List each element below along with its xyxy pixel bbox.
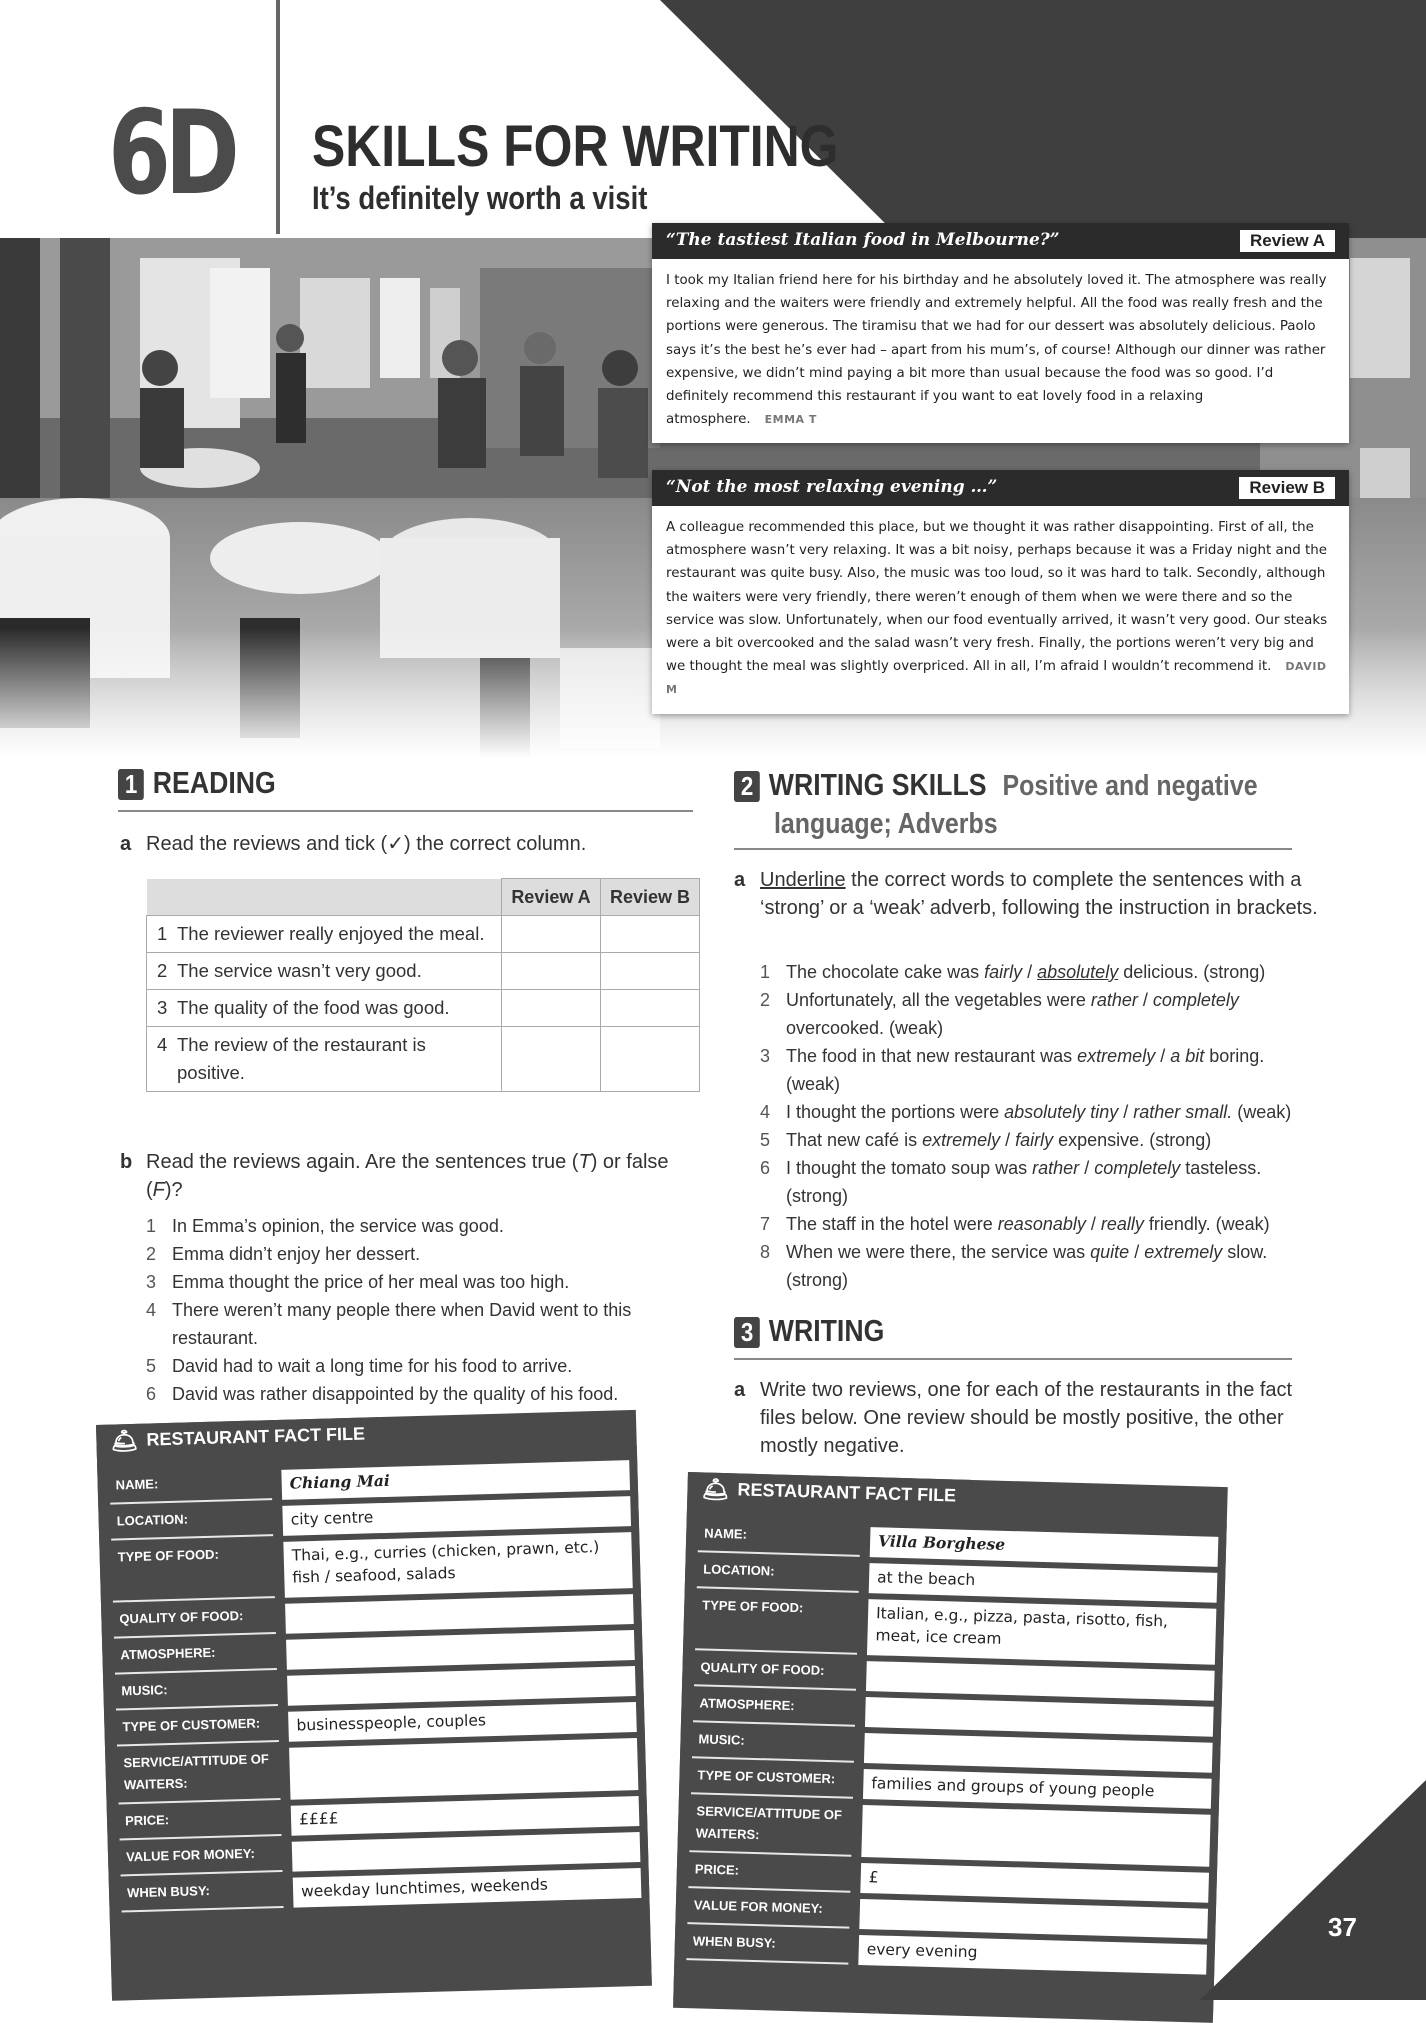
fact-file-chiang-mai (96, 1410, 652, 2000)
option-1[interactable]: fairly (984, 962, 1023, 982)
table-header-row (147, 879, 700, 916)
option-2[interactable]: completely (1152, 990, 1239, 1010)
item-pre: I thought the portions were (786, 1102, 1005, 1122)
table-question-2 (147, 953, 502, 990)
item-pre: The food in that new restaurant was (786, 1046, 1078, 1066)
item-post: slow. (strong) (786, 1242, 1268, 1290)
ff-value[interactable]: £ (860, 1863, 1209, 1903)
reading-a (120, 830, 706, 858)
writing-skills-list (760, 958, 1320, 1294)
review-a-card (652, 223, 1349, 443)
item-post: boring. (weak) (786, 1046, 1265, 1094)
review-b-header (652, 470, 1349, 506)
item-post: delicious. (strong) (1118, 962, 1266, 982)
ff-value[interactable]: city centre (282, 1496, 631, 1536)
item-number: 5 (760, 1130, 771, 1150)
writing-skills-underline-word: Underline (760, 869, 846, 891)
table-blank-header (147, 879, 502, 916)
writing-title: WRITING (768, 1313, 885, 1348)
ff-key: QUALITY OF FOOD: (694, 1656, 857, 1691)
footer-corner-shape (1200, 1780, 1426, 2000)
ff-key: WHEN BUSY: (686, 1930, 849, 1965)
writing-skills-subtitle-line (774, 804, 998, 842)
review-a-header (652, 223, 1349, 259)
item-number: 7 (760, 1214, 771, 1234)
unit-code: 6D (108, 86, 234, 221)
ff-value[interactable]: every evening (858, 1935, 1207, 1975)
writing-skills-a (734, 866, 1330, 922)
page-title: SKILLS FOR WRITING (312, 114, 839, 179)
table-row-text: The service wasn’t very good. (177, 960, 422, 981)
item-number: 6 (146, 1384, 157, 1404)
ff-key: LOCATION: (110, 1506, 273, 1541)
table-question-3 (147, 990, 502, 1027)
writing-skills-a-letter: a (734, 869, 746, 891)
item-pre: The staff in the hotel were (786, 1214, 998, 1234)
reading-b-instr-1: Read the reviews again. Are the sentences true ( (146, 1151, 579, 1173)
ff-key: TYPE OF FOOD: (695, 1594, 859, 1655)
table-question-4 (147, 1027, 502, 1092)
table-question-1 (147, 916, 502, 953)
reading-b-list (146, 1212, 706, 1408)
writing-skills-number: 2 (734, 771, 760, 802)
review-b-body (652, 506, 1349, 714)
writing-heading (734, 1312, 884, 1349)
list-item (146, 1296, 706, 1352)
item-number: 3 (760, 1046, 771, 1066)
writing-a (734, 1376, 1332, 1460)
writing-rule (734, 1358, 1292, 1360)
table-row (147, 953, 700, 990)
item-number: 2 (760, 990, 771, 1010)
reading-rule (118, 810, 693, 812)
reading-title: READING (152, 765, 276, 800)
item-number: 4 (760, 1102, 771, 1122)
item-number: 4 (146, 1300, 157, 1320)
writing-skills-title: WRITING SKILLS (768, 767, 987, 802)
ff-key: SERVICE/ATTITUDE OF WAITERS: (117, 1748, 280, 1805)
option-2[interactable]: extremely (1144, 1242, 1223, 1262)
ff-value[interactable]: at the beach (869, 1563, 1218, 1603)
ff-key: MUSIC: (115, 1676, 278, 1711)
ff-key: TYPE OF CUSTOMER: (116, 1712, 279, 1747)
bell-icon: 🛎 (110, 1427, 139, 1454)
table-col-review-a: Review A (502, 879, 601, 916)
ff-key: PRICE: (688, 1858, 851, 1893)
ff-key: SERVICE/ATTITUDE OF WAITERS: (689, 1800, 852, 1857)
list-item (146, 1268, 706, 1296)
writing-a-letter: a (734, 1379, 746, 1401)
review-a-text: I took my Italian friend here for his birthday and he absolutely loved it. The atmosphere was really relaxing and the waiters were friendly and extremely helpful. All the food was really fresh and the portions were generous. The tiramisu that we had for our dessert was absolutely delicious. Paolo says it’s the best he’s ever had – apart from his mum’s, of course! Although our dinner was rather expensive, we didn’t mind paying a bit more than usual because the food was so good. I’d definitely recommend this restaurant if you want to eat lovely food in a relaxing atmosphere. (666, 273, 1327, 428)
ff-key: VALUE FOR MONEY: (120, 1842, 283, 1877)
table-row-number: 2 (157, 960, 168, 981)
tick-cell-b-1[interactable] (601, 916, 700, 953)
ff-value[interactable]: businesspeople, couples (288, 1702, 637, 1742)
table-row-number: 1 (157, 923, 168, 944)
item-text: Emma thought the price of her meal was too high. (172, 1272, 570, 1292)
option-2[interactable]: rather small. (1133, 1102, 1233, 1122)
option-1[interactable]: extremely (1077, 1046, 1156, 1066)
reading-b-f: F (152, 1179, 165, 1201)
item-post: overcooked. (weak) (786, 1018, 944, 1038)
list-item: 3 The food in that new restaurant was extremely / a bit boring. (weak) (760, 1042, 1320, 1098)
item-number: 1 (760, 962, 771, 982)
tick-cell-a-4[interactable] (502, 1027, 601, 1092)
tick-cell-a-3[interactable] (502, 990, 601, 1027)
tick-cell-a-1[interactable] (502, 916, 601, 953)
ff-key: MUSIC: (692, 1728, 855, 1763)
review-b-label: Review B (1239, 477, 1335, 499)
ff-key: VALUE FOR MONEY: (687, 1894, 850, 1929)
option-2[interactable]: really (1100, 1214, 1144, 1234)
tick-cell-b-3[interactable] (601, 990, 700, 1027)
fact-file-title (96, 1417, 379, 1458)
writing-skills-subtitle-2: language; Adverbs (774, 808, 998, 840)
ff-value[interactable]: Thai, e.g., curries (chicken, prawn, etc.) fish / seafood, salads (283, 1532, 632, 1598)
table-row (147, 990, 700, 1027)
page-number: 37 (1328, 1912, 1357, 1942)
list-item: 8 When we were there, the service was quite / extremely slow. (strong) (760, 1238, 1320, 1294)
review-b-author: DAVID M (666, 660, 1327, 697)
writing-skills-subtitle-1: Positive and negative (1002, 770, 1258, 802)
option-2[interactable]: fairly (1015, 1130, 1054, 1150)
fact-file-title-text: RESTAURANT FACT FILE (146, 1423, 366, 1450)
item-number: 2 (146, 1244, 157, 1264)
review-a-author: EMMA T (764, 413, 817, 427)
ff-value[interactable] (861, 1805, 1210, 1867)
ff-value[interactable]: ££££ (291, 1796, 640, 1836)
option-1[interactable]: rather (1032, 1158, 1080, 1178)
ff-key: QUALITY OF FOOD: (113, 1604, 276, 1639)
list-item: 4 I thought the portions were absolutely tiny / rather small. (weak) (760, 1098, 1320, 1126)
list-item (146, 1212, 706, 1240)
reading-b-letter: b (120, 1151, 133, 1173)
list-item (146, 1352, 706, 1380)
option-1[interactable]: rather (1090, 990, 1138, 1010)
review-a-body (652, 259, 1349, 443)
list-item: 7 The staff in the hotel were reasonably / really friendly. (weak) (760, 1210, 1320, 1238)
review-b-headline: “Not the most relaxing evening …” (666, 477, 998, 497)
ff-value[interactable]: weekday lunchtimes, weekends (293, 1868, 642, 1908)
table-row-number: 3 (157, 997, 168, 1018)
reading-a-instruction: Read the reviews and tick (✓) the correct column. (146, 833, 587, 855)
item-text: In Emma’s opinion, the service was good. (172, 1216, 504, 1236)
item-post: tasteless. (strong) (786, 1158, 1262, 1206)
item-post: (weak) (1232, 1102, 1292, 1122)
review-b-card (652, 470, 1349, 714)
table-row (147, 1027, 700, 1092)
writing-number: 3 (734, 1317, 760, 1348)
tick-cell-b-4[interactable] (601, 1027, 700, 1092)
option-2[interactable]: a bit (1170, 1046, 1205, 1066)
review-a-label: Review A (1240, 230, 1335, 252)
table-row-number: 4 (157, 1034, 168, 1055)
item-number: 5 (146, 1356, 157, 1376)
reading-heading (118, 764, 276, 801)
list-item: 6 I thought the tomato soup was rather / completely tasteless. (strong) (760, 1154, 1320, 1210)
item-pre: Unfortunately, all the vegetables were (786, 990, 1091, 1010)
item-text: Emma didn’t enjoy her dessert. (172, 1244, 421, 1264)
table-row-text: The review of the restaurant is positive. (177, 1034, 426, 1083)
item-post: expensive. (strong) (1053, 1130, 1212, 1150)
page-subtitle: It’s definitely worth a visit (312, 180, 648, 216)
reading-b-instr-2: ) or false ( (146, 1151, 669, 1201)
ff-value[interactable]: families and groups of young people (863, 1769, 1212, 1809)
option-1[interactable]: absolutely tiny (1004, 1102, 1119, 1122)
ff-key: ATMOSPHERE: (114, 1640, 277, 1675)
item-pre: When we were there, the service was (786, 1242, 1091, 1262)
reading-tick-table (146, 878, 700, 1092)
item-pre: I thought the tomato soup was (786, 1158, 1033, 1178)
ff-key: LOCATION: (697, 1558, 860, 1593)
writing-a-instruction: Write two reviews, one for each of the restaurants in the fact files below. One review should be mostly positive, the other mostly negative. (760, 1379, 1293, 1457)
review-a-headline: “The tastiest Italian food in Melbourne?” (666, 230, 1060, 250)
review-b-text: A colleague recommended this place, but we thought it was rather disappointing. First of all, the atmosphere wasn’t very relaxing. It was a bit noisy, perhaps because it was a Friday night and the restaurant was quite busy. Also, the music was too loud, so it was hard to talk. Secondly, although the waiters were very friendly, there weren’t enough of them when we were there and so the service was slow. Unfortunately, when our food eventually arrived, it wasn’t very good. Our steaks were a bit overcooked and the salad wasn’t very fresh. Finally, the portions weren’t very big and we thought the meal was slightly overpriced. All in all, I’m afraid I wouldn’t recommend it. (666, 520, 1328, 675)
list-item (146, 1240, 706, 1268)
option-2[interactable]: completely (1094, 1158, 1181, 1178)
list-item: 5 That new café is extremely / fairly expensive. (strong) (760, 1126, 1320, 1154)
option-1[interactable]: reasonably (997, 1214, 1086, 1234)
ff-value[interactable]: Villa Borghese (870, 1527, 1219, 1567)
ff-value[interactable]: Italian, e.g., pizza, pasta, risotto, fish, meat, ice cream (867, 1599, 1216, 1665)
table-col-review-b: Review B (601, 879, 700, 916)
tick-cell-b-2[interactable] (601, 953, 700, 990)
table-row (147, 916, 700, 953)
ff-key: TYPE OF CUSTOMER: (691, 1764, 854, 1799)
ff-key: ATMOSPHERE: (693, 1692, 856, 1727)
writing-skills-rule (734, 848, 1292, 850)
ff-value[interactable] (289, 1738, 638, 1800)
writing-skills-a-instruction: the correct words to complete the sentences with a ‘strong’ or a ‘weak’ adverb, following the instruction in brackets. (760, 869, 1318, 919)
reading-a-letter: a (120, 833, 132, 855)
ff-value[interactable]: Chiang Mai (281, 1460, 630, 1500)
table-row-text: The quality of the food was good. (177, 997, 450, 1018)
item-number: 8 (760, 1242, 771, 1262)
reading-b-instr-3: )? (164, 1179, 183, 1201)
option-2[interactable]: absolutely (1037, 962, 1119, 982)
reading-b-t: T (578, 1151, 591, 1173)
list-item: 1 The chocolate cake was fairly / absolutely delicious. (strong) (760, 958, 1320, 986)
item-text: David had to wait a long time for his food to arrive. (172, 1356, 573, 1376)
item-pre: That new café is (786, 1130, 923, 1150)
item-number: 6 (760, 1158, 771, 1178)
item-post: friendly. (weak) (1143, 1214, 1270, 1234)
ff-key: PRICE: (119, 1806, 282, 1841)
ff-key: TYPE OF FOOD: (111, 1542, 275, 1603)
list-item (146, 1380, 706, 1408)
option-1[interactable]: extremely (922, 1130, 1001, 1150)
item-number: 1 (146, 1216, 157, 1236)
reading-number: 1 (118, 769, 144, 800)
fact-file-title-text: RESTAURANT FACT FILE (737, 1479, 957, 1506)
writing-skills-heading (734, 766, 1258, 804)
bell-icon: 🛎 (701, 1476, 730, 1503)
item-number: 3 (146, 1272, 157, 1292)
ff-key: WHEN BUSY: (121, 1878, 284, 1913)
tick-cell-a-2[interactable] (502, 953, 601, 990)
fact-file-villa-borghese (673, 1472, 1228, 2015)
header-divider (276, 0, 280, 234)
item-pre: The chocolate cake was (786, 962, 985, 982)
item-text: David was rather disappointed by the quality of his food. (172, 1384, 619, 1404)
fact-file-title (687, 1472, 970, 1513)
reading-b (120, 1148, 706, 1204)
table-row-text: The reviewer really enjoyed the meal. (177, 923, 485, 944)
list-item: 2 Unfortunately, all the vegetables were rather / completely overcooked. (weak) (760, 986, 1320, 1042)
ff-key: NAME: (698, 1522, 861, 1557)
ff-key: NAME: (109, 1470, 272, 1505)
item-text: There weren’t many people there when David went to this restaurant. (172, 1300, 632, 1348)
option-1[interactable]: quite (1090, 1242, 1130, 1262)
